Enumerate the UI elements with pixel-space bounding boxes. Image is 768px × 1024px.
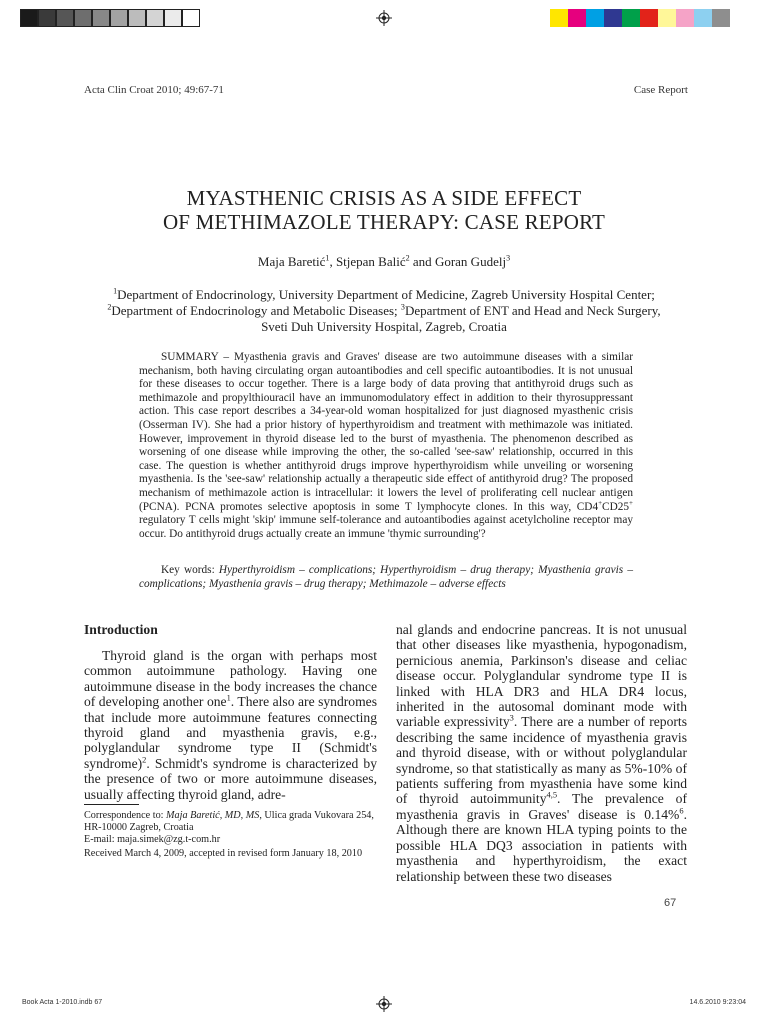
author-conjunction: and [412, 254, 432, 269]
affiliations [60, 287, 708, 335]
citation-ref: 6 [679, 805, 684, 816]
gray-swatch [182, 9, 200, 27]
keywords [139, 564, 633, 591]
citation-ref: 2 [142, 754, 147, 765]
summary-text: CD25 [602, 500, 630, 513]
footnote-divider [84, 804, 139, 805]
affiliation-number: 3 [400, 302, 405, 312]
page-number: 67 [664, 897, 677, 909]
abstract-summary [139, 351, 633, 541]
registration-mark-icon [376, 10, 392, 26]
correspondence-email: E-mail: maja.simek@zg.t-com.hr [84, 834, 221, 845]
body-text: . There also are syndromes that include more autoimmune features connecting thyroid gland and myasthenia gravis, e.g., polyglandular syndrome type II (Schmidt's syndrome) [84, 694, 377, 771]
author-affiliation-ref: 2 [405, 253, 410, 263]
summary-text: regulatory T cells might 'skip' immune self-tolerance and autoantibodies against acetylcholine receptor may occur. Do antithyroid drugs actually create an immune 'thymic surrounding'? [139, 514, 633, 540]
author-name: Stjepan Balić [335, 254, 406, 269]
correspondence-name: Maja Baretić, MD, MS [166, 810, 260, 821]
superscript: + [598, 498, 603, 507]
slug-filename: Book Acta 1-2010.indb 67 [22, 999, 103, 1006]
received-date: Received March 4, 2009, accepted in revised form January 18, 2010 [84, 848, 363, 859]
author-affiliation-ref: 3 [506, 253, 511, 263]
color-swatch [586, 9, 604, 27]
author-name: Goran Gudelj [434, 254, 507, 269]
gray-swatch [110, 9, 128, 27]
correspondence-footnote [84, 810, 377, 846]
superscript: + [629, 498, 633, 507]
affiliation-line: Sveti Duh University Hospital, Zagreb, Croatia [261, 319, 507, 334]
keywords-terms: Hyperthyroidism – complications; Hyperthyroidism – drug therapy; Myasthenia gravis – complications; Myasthenia gravis – drug therapy; Methimazole – adverse effects [139, 564, 633, 590]
color-swatch [604, 9, 622, 27]
author-name: Maja Baretić [257, 254, 326, 269]
gray-swatch [20, 9, 38, 27]
citation-ref: 3 [509, 712, 514, 723]
gray-swatch [164, 9, 182, 27]
affiliation-text: Department of Endocrinology, University Department of Medicine, Zagreb University Hospital Center; [117, 287, 655, 302]
author-affiliation-ref: 1 [325, 253, 330, 263]
article-type: Case Report [633, 84, 688, 96]
body-text: . Schmidt's syndrome is characterized by the presence of two or more autoimmune diseases, usually affecting thyroid gland, adre- [84, 755, 377, 802]
body-text: . There are a number of reports describing the same incidence of myasthenia gravis and thyroid disease, with or without polyglandular syndrome, so that statistically as many as 5%-10% of patients suffering from myasthenia have some kind of thyroid autoimmunity [396, 714, 687, 807]
affiliation-number: 2 [107, 302, 112, 312]
grayscale-color-bar [20, 9, 200, 27]
cmyk-color-bar [550, 9, 730, 27]
body-text: nal glands and endocrine pancreas. It is not unusual that other diseases like myasthenia, hypogonadism, pernicious anemia, Parkinson's disease and celiac disease occur. Polyglandular syndrome type II is linked with HLA DR3 and HLA DR4 locus, inherited in the autosomal dominant mode with variable expressivity [396, 622, 687, 730]
slug-timestamp: 14.6.2010 9:23:04 [689, 999, 746, 1006]
footnote-label: Correspondence to: [84, 810, 167, 821]
body-text: Thyroid gland is the organ with perhaps most common autoimmune pathology. Having one autoimmune disease in the body increases the chance of developing another one [84, 648, 377, 710]
color-swatch [694, 9, 712, 27]
color-swatch [640, 9, 658, 27]
color-swatch [622, 9, 640, 27]
body-column-right [396, 622, 687, 884]
title-line: MYASTHENIC CRISIS AS A SIDE EFFECT [186, 186, 582, 210]
affiliation-line [60, 287, 708, 303]
section-heading: Introduction [84, 622, 158, 637]
body-column-left [84, 648, 377, 802]
title-line: OF METHIMAZOLE THERAPY: CASE REPORT [162, 210, 606, 234]
gray-swatch [128, 9, 146, 27]
correspondence-address: , Ulica grada Vukovara 254, HR-10000 Zagreb, Croatia [84, 810, 374, 833]
journal-citation: Acta Clin Croat 2010; 49:67-71 [84, 84, 224, 96]
color-swatch [568, 9, 586, 27]
body-text: . The prevalence of myasthenia gravis in Graves' disease is 0.14% [396, 791, 687, 822]
affiliation-line [60, 303, 708, 319]
color-swatch [712, 9, 730, 27]
gray-swatch [74, 9, 92, 27]
affiliation-number: 1 [113, 286, 118, 296]
body-text: . Although there are known HLA typing points to the possible HLA DQ3 association in patients with myasthenia and hyperthyroidism, the exact relationship between these two diseases [396, 806, 687, 884]
summary-text: SUMMARY – Myasthenia gravis and Graves' disease are two autoimmune diseases with a similar mechanism, both having circulating organ autoantibodies and cell specific autoantibodies. It is not unusual for these diseases to occur together. There is a large body of data proving that antithyroid drugs such as methimazole and propylthiouracil have an immunomodulatory effect in addition to their thyrosuppressant action. This case report describes a 34-year-old woman hospitalized for just diagnosed myasthenic crisis (Osserman IV). She had a prior history of hyperthyroidism and treatment with methimazole was initiated. However, improvement in thyroid disease led to the burst of myasthenia. The phenomenon described as worsening of one disease while improving the other, the so-called 'see-saw' relationship, occurred in this case. The question is whether antithyroid drugs improve hyperthyroidism while unveiling or worsening myasthenia. Is the 'see-saw' relationship actually a therapeutic side effect of antithyroid drug? The proposed mechanism of methimazole action is intracellular: it lowers the level of proliferating cell nuclear antigen (PCNA). PCNA promotes selective apoptosis in some T lymphocyte clones. In this way, CD4 [139, 351, 633, 513]
gray-swatch [146, 9, 164, 27]
gray-swatch [56, 9, 74, 27]
citation-ref: 4,5 [546, 789, 558, 800]
keywords-label: Key words: [161, 564, 219, 576]
affiliation-text: Department of Endocrinology and Metabolic Diseases; [111, 303, 401, 318]
color-swatch [658, 9, 676, 27]
author-list: Maja Baretić$^1$, Stjepan Balić$^2$ and Goran Gudelj$^3$ [257, 253, 511, 269]
gray-swatch [38, 9, 56, 27]
color-swatch [676, 9, 694, 27]
gray-swatch [92, 9, 110, 27]
article-title [60, 186, 708, 234]
color-swatch [550, 9, 568, 27]
registration-mark-icon [376, 996, 392, 1012]
citation-ref: 1 [226, 692, 231, 703]
affiliation-text: Department of ENT and Head and Neck Surgery, [404, 303, 661, 318]
